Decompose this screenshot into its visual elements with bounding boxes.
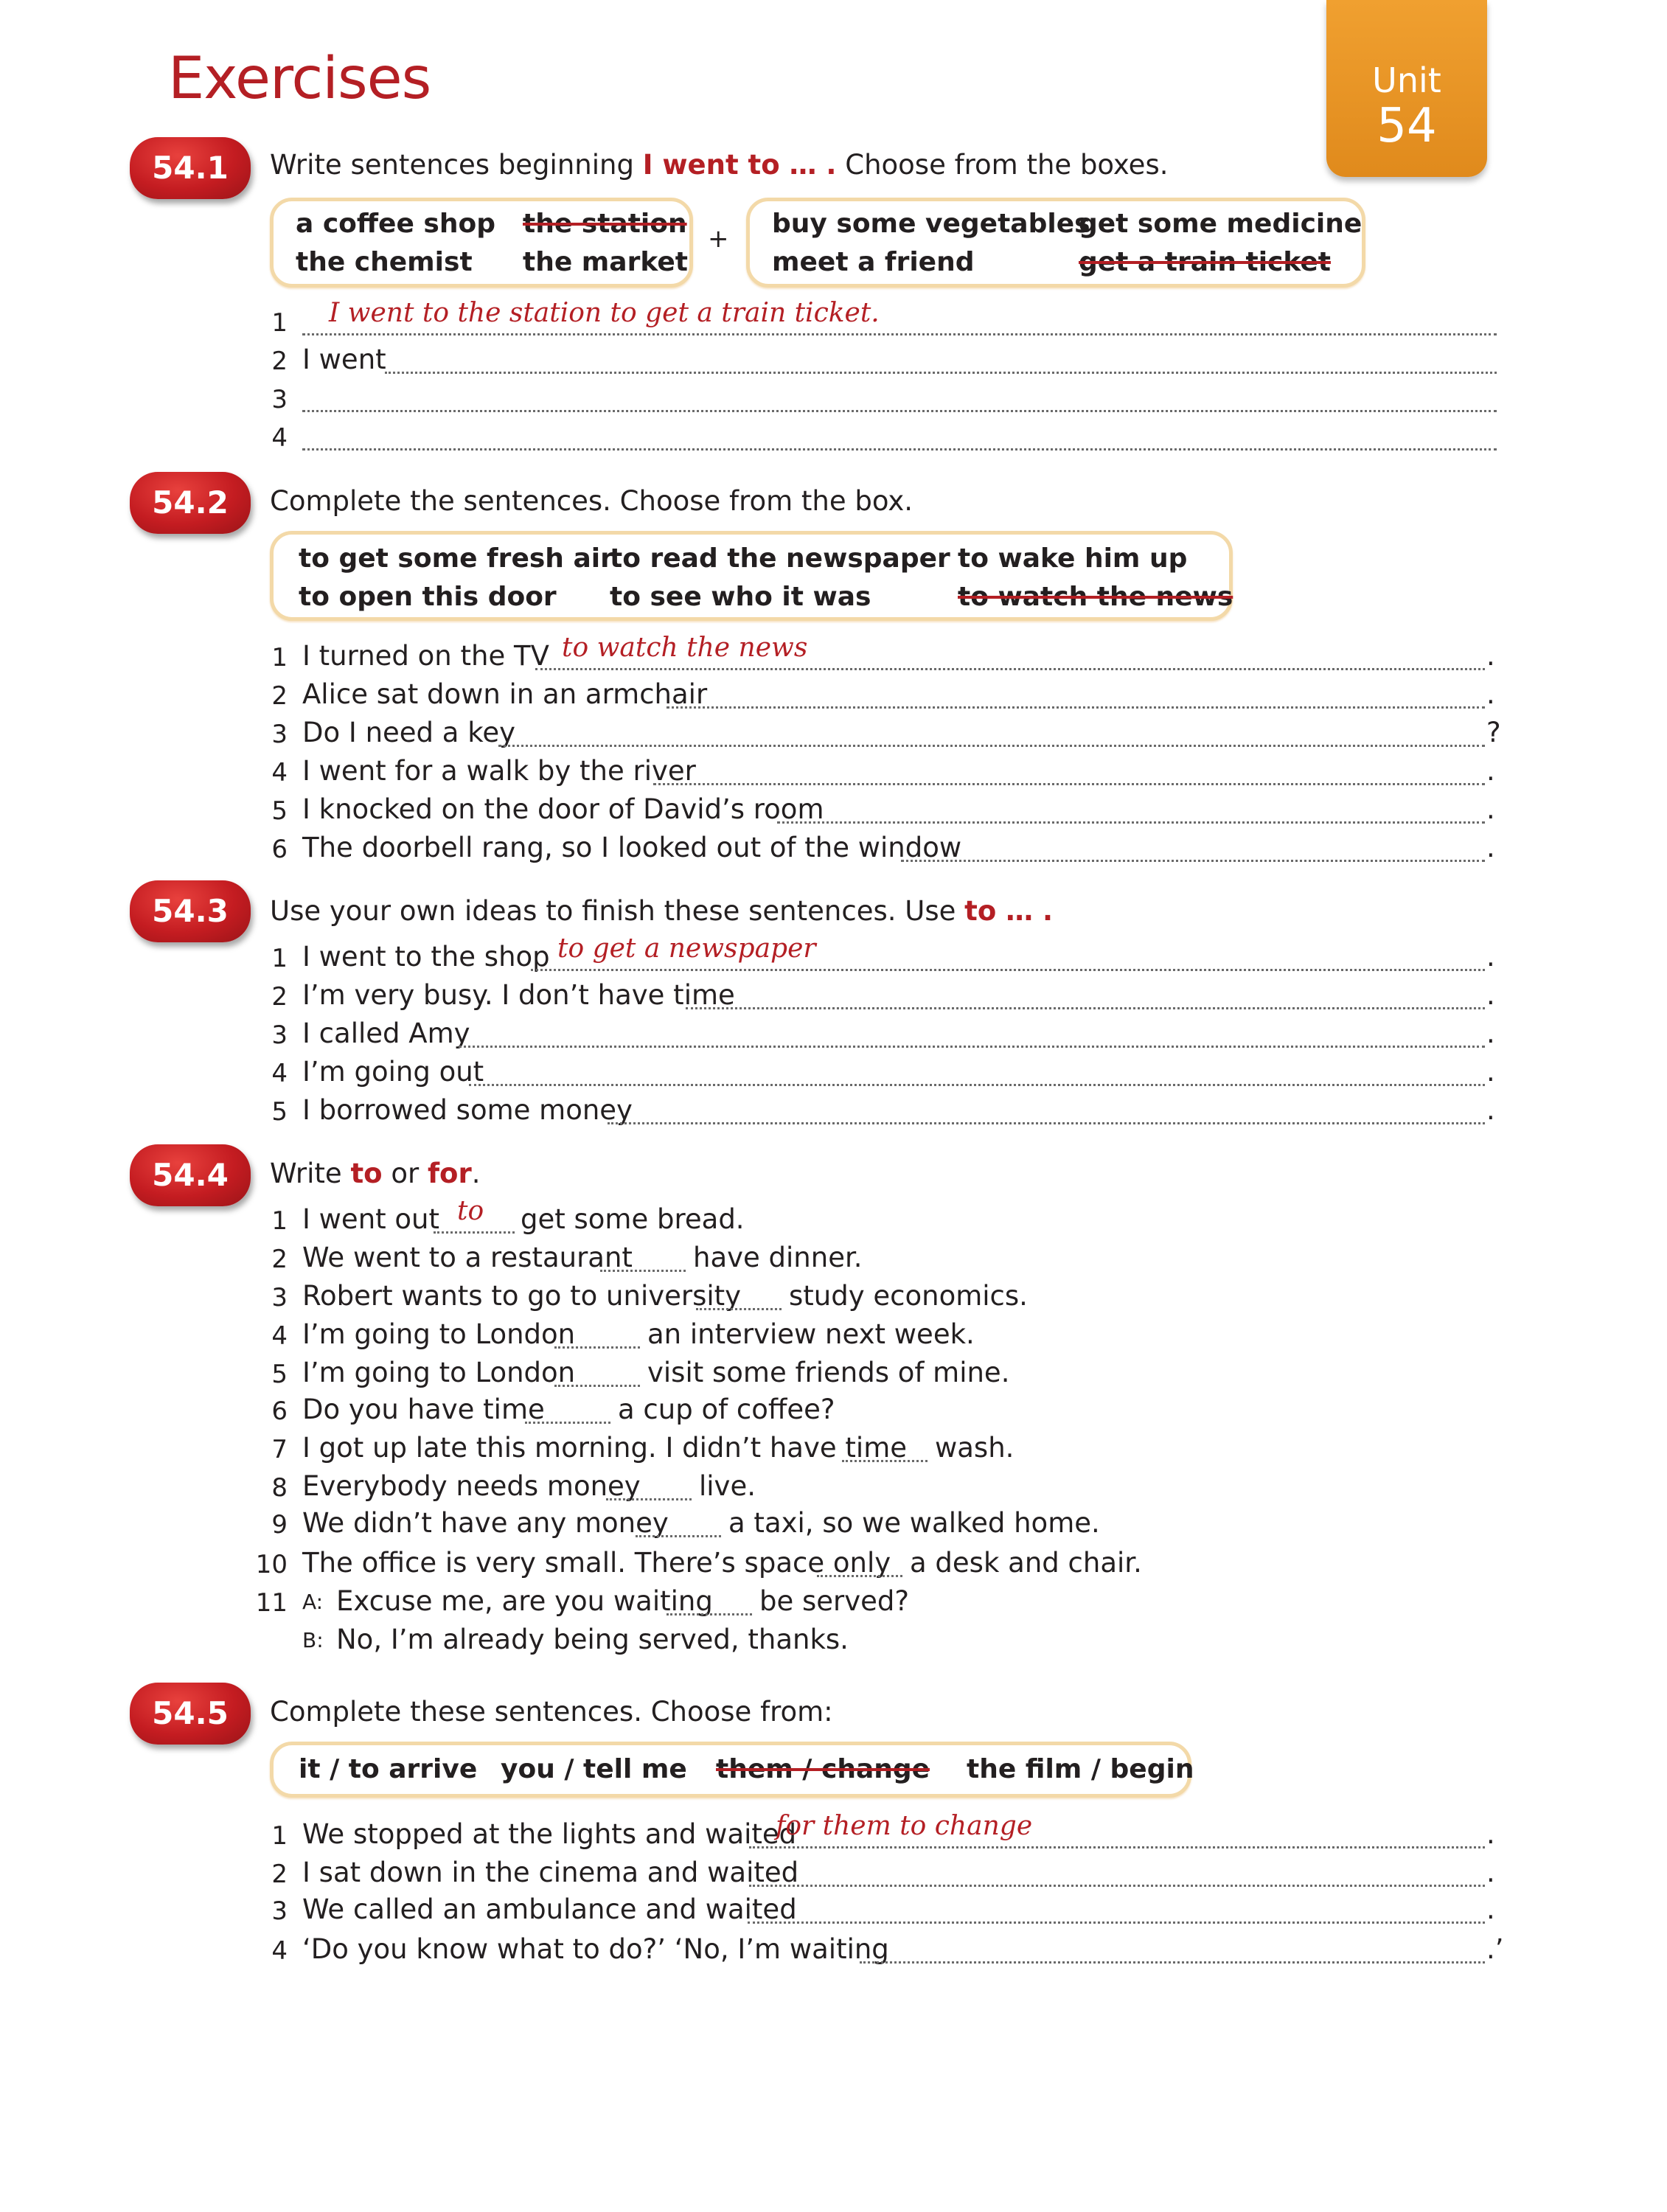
answer-line[interactable] (608, 1122, 1485, 1124)
box-item: the chemist (296, 247, 473, 277)
item-prompt: We went to a restaurant (302, 1242, 633, 1273)
item-prompt: I turned on the TV (302, 640, 549, 672)
item-number: 2 (271, 1860, 288, 1889)
answer-line[interactable] (554, 1346, 640, 1349)
item-prompt: Robert wants to go to university (302, 1280, 742, 1312)
instruction-text: Write sentences beginning (270, 149, 643, 181)
item-continuation: get some bread. (521, 1203, 745, 1235)
end-punctuation: . (1486, 1818, 1495, 1850)
box-item-used: the station (523, 209, 687, 239)
speaker-label: B: (302, 1628, 324, 1652)
end-punctuation: . (1486, 1056, 1495, 1088)
answer-line[interactable] (860, 1961, 1485, 1964)
item-prompt: I went out (302, 1203, 440, 1235)
item-prompt: ‘Do you know what to do?’ ‘No, I’m waiting (302, 1933, 889, 1965)
end-punctuation: . (1486, 1893, 1495, 1925)
item-number: 11 (255, 1588, 288, 1618)
exercise-badge: 54.1 (130, 137, 251, 199)
speaker-label: A: (302, 1590, 324, 1614)
item-prompt: I got up late this morning. I didn’t have time (302, 1432, 907, 1464)
instruction-highlight: to (350, 1158, 383, 1189)
item-number: 1 (271, 308, 288, 338)
item-continuation: visit some friends of mine. (647, 1357, 1010, 1388)
answer-line[interactable] (667, 706, 1485, 709)
word-box-left (270, 198, 693, 288)
item-number: 2 (271, 681, 288, 711)
answer-line[interactable] (777, 821, 1485, 824)
page-title: Exercises (168, 46, 431, 112)
unit-number: 54 (1377, 99, 1437, 153)
answer-line[interactable] (302, 333, 1497, 335)
exercise-instruction (270, 149, 1169, 181)
answer-line[interactable] (636, 1535, 721, 1537)
exercise-instruction: Complete these sentences. Choose from: (270, 1696, 833, 1728)
instruction-highlight: for (427, 1158, 472, 1189)
item-prompt: I knocked on the door of David’s room (302, 793, 824, 825)
item-number: 3 (271, 1896, 288, 1926)
item-prompt: Everybody needs money (302, 1470, 641, 1502)
exercise-badge: 54.4 (130, 1144, 251, 1206)
item-prompt: Alice sat down in an armchair (302, 678, 708, 710)
item-number: 4 (271, 1321, 288, 1351)
item-number: 8 (271, 1473, 288, 1503)
answer-line[interactable] (498, 745, 1485, 747)
item-prompt: I went (302, 344, 386, 375)
item-number: 5 (271, 1097, 288, 1127)
answer-text: to watch the news (562, 633, 808, 663)
end-punctuation: . (1486, 793, 1495, 825)
item-number: 4 (271, 758, 288, 787)
exercise-instruction: Complete the sentences. Choose from the box. (270, 485, 913, 517)
item-prompt: Do you have time (302, 1394, 545, 1425)
word-box (270, 531, 1233, 621)
end-punctuation: . (1486, 640, 1495, 672)
end-punctuation: . (1486, 1094, 1495, 1126)
item-prompt: We didn’t have any money (302, 1507, 669, 1539)
box-item: you / tell me (501, 1754, 687, 1784)
plus-sign: + (708, 224, 729, 254)
end-punctuation: .’ (1486, 1933, 1504, 1965)
end-punctuation: ? (1486, 717, 1501, 748)
item-number: 4 (271, 1059, 288, 1088)
box-item: the film / begin (967, 1754, 1194, 1784)
item-prompt: I went to the shop (302, 941, 550, 973)
answer-text: I went to the station to get a train ticket. (329, 298, 880, 328)
item-continuation: wash. (935, 1432, 1015, 1464)
item-number: 3 (271, 720, 288, 749)
item-number: 5 (271, 1360, 288, 1389)
item-number: 2 (271, 347, 288, 376)
answer-line[interactable] (696, 1308, 782, 1310)
end-punctuation: . (1486, 755, 1495, 787)
item-number: 1 (271, 643, 288, 672)
item-continuation: be served? (759, 1585, 910, 1617)
answer-line[interactable] (901, 860, 1485, 862)
answer-line[interactable] (434, 1231, 515, 1234)
item-number: 9 (271, 1510, 288, 1540)
item-prompt: I’m going out (302, 1056, 484, 1088)
answer-line[interactable] (525, 1422, 610, 1424)
item-number: 10 (255, 1550, 288, 1579)
box-item: to get some fresh air (299, 543, 613, 574)
item-prompt: We stopped at the lights and waited (302, 1818, 797, 1850)
item-continuation: a desk and chair. (910, 1547, 1142, 1579)
box-item: get some medicine (1079, 209, 1363, 239)
answer-text: to (457, 1196, 484, 1226)
item-prompt: I’m going to London (302, 1357, 576, 1388)
answer-line[interactable] (817, 1575, 902, 1577)
word-box-right (746, 198, 1365, 288)
exercise-badge: 54.2 (130, 472, 251, 534)
item-number: 3 (271, 1020, 288, 1050)
answer-line[interactable] (749, 1846, 1485, 1848)
answer-line[interactable] (469, 1084, 1485, 1086)
unit-tab (1326, 0, 1487, 177)
item-prompt: Excuse me, are you waiting (336, 1585, 713, 1617)
end-punctuation: . (1486, 832, 1495, 863)
answer-line[interactable] (385, 372, 1497, 374)
item-prompt: I sat down in the cinema and waited (302, 1857, 799, 1888)
item-prompt: Do I need a key (302, 717, 515, 748)
answer-line[interactable] (600, 1270, 686, 1272)
item-prompt: We called an ambulance and waited (302, 1893, 797, 1925)
answer-line[interactable] (531, 969, 1485, 971)
item-number: 1 (271, 1206, 288, 1236)
answer-text: for them to change (776, 1811, 1033, 1841)
box-item: it / to arrive (299, 1754, 478, 1784)
item-prompt: I borrowed some money (302, 1094, 633, 1126)
item-number: 6 (271, 1397, 288, 1426)
exercise-badge: 54.3 (130, 880, 251, 942)
answer-line[interactable] (653, 783, 1485, 785)
box-item: the market (523, 247, 688, 277)
answer-line[interactable] (606, 1498, 692, 1500)
item-number: 2 (271, 982, 288, 1012)
item-prompt: I went for a walk by the river (302, 755, 696, 787)
answer-line[interactable] (535, 668, 1485, 670)
box-item: to read the newspaper (610, 543, 950, 574)
end-punctuation: . (1486, 979, 1495, 1011)
word-box (270, 1742, 1194, 1798)
item-prompt: I called Amy (302, 1018, 470, 1049)
item-number: 4 (271, 423, 288, 453)
item-continuation: have dinner. (693, 1242, 863, 1273)
instruction-highlight: to … . (964, 895, 1054, 927)
item-continuation: an interview next week. (647, 1318, 975, 1350)
box-item: to open this door (299, 582, 557, 612)
answer-line[interactable] (842, 1460, 928, 1462)
instruction-text: . (471, 1158, 481, 1189)
exercise-instruction (270, 1158, 480, 1189)
instruction-text: or (382, 1158, 428, 1189)
item-number: 1 (271, 944, 288, 973)
box-item-used: get a train ticket (1079, 247, 1331, 277)
item-number: 1 (271, 1821, 288, 1851)
answer-line[interactable] (302, 448, 1497, 451)
answer-line[interactable] (554, 1385, 640, 1387)
item-continuation: a cup of coffee? (618, 1394, 835, 1425)
box-item: to see who it was (610, 582, 871, 612)
item-number: 6 (271, 835, 288, 864)
item-prompt: I’m very busy. I don’t have time (302, 979, 735, 1011)
answer-line[interactable] (459, 1046, 1485, 1048)
item-number: 7 (271, 1435, 288, 1464)
item-prompt: The office is very small. There’s space only (302, 1547, 891, 1579)
box-item: to wake him up (958, 543, 1188, 574)
exercise-badge: 54.5 (130, 1683, 251, 1745)
box-item: buy some vegetables (772, 209, 1090, 239)
item-continuation: study economics. (789, 1280, 1028, 1312)
exercise-instruction (270, 895, 1053, 927)
answer-line[interactable] (302, 410, 1497, 412)
instruction-text: Choose from the boxes. (836, 149, 1169, 181)
instruction-highlight: I went to … . (642, 149, 837, 181)
item-number: 2 (271, 1245, 288, 1274)
item-continuation: a taxi, so we walked home. (728, 1507, 1100, 1539)
box-item: a coffee shop (296, 209, 495, 239)
answer-line[interactable] (667, 1613, 752, 1615)
item-prompt: The doorbell rang, so I looked out of the window (302, 832, 962, 863)
answer-text: to get a newspaper (557, 933, 816, 964)
item-prompt: I’m going to London (302, 1318, 576, 1350)
item-number: 3 (271, 1283, 288, 1312)
item-number: 4 (271, 1936, 288, 1966)
box-item: meet a friend (772, 247, 975, 277)
end-punctuation: . (1486, 941, 1495, 973)
item-response: No, I’m already being served, thanks. (336, 1624, 849, 1655)
instruction-text: Use your own ideas to finish these sentences. Use (270, 895, 965, 927)
item-number: 5 (271, 796, 288, 826)
end-punctuation: . (1486, 1857, 1495, 1888)
instruction-text: Write (270, 1158, 351, 1189)
end-punctuation: . (1486, 1018, 1495, 1049)
answer-line[interactable] (748, 1921, 1485, 1924)
answer-line[interactable] (686, 1007, 1485, 1009)
unit-label: Unit (1372, 60, 1441, 100)
answer-line[interactable] (749, 1885, 1485, 1887)
item-continuation: live. (699, 1470, 756, 1502)
end-punctuation: . (1486, 678, 1495, 710)
box-item-used: them / change (716, 1754, 930, 1784)
item-number: 3 (271, 385, 288, 414)
box-item-used: to watch the news (958, 582, 1233, 612)
